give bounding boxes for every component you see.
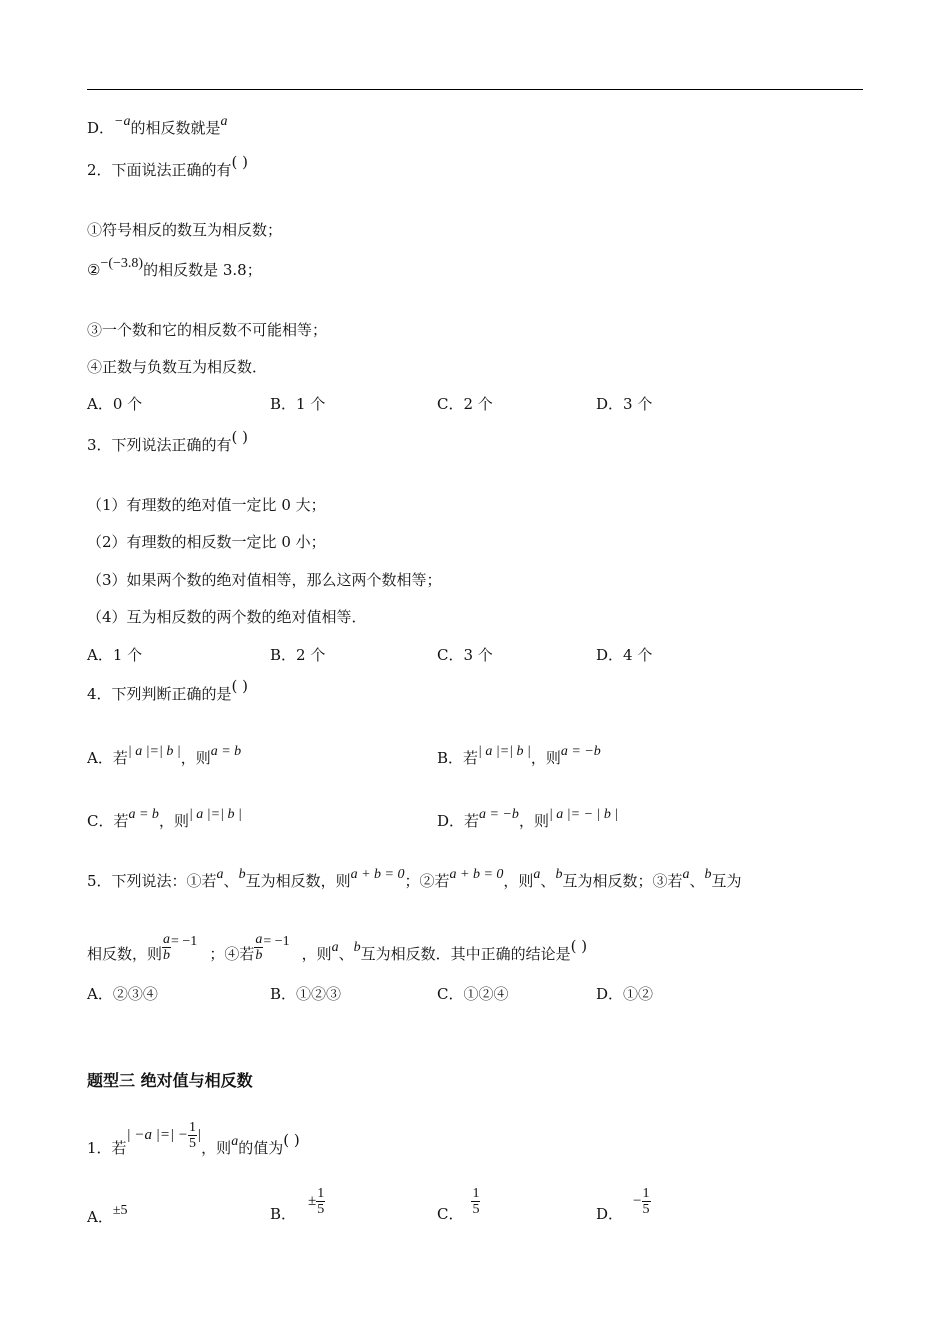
q2-option-c: C．2 个 [437, 395, 493, 413]
fraction-denominator: 5 [189, 1135, 197, 1151]
math-var: b [704, 867, 712, 882]
q5-line-2 [87, 931, 588, 974]
q4-option-b [437, 744, 601, 770]
fraction [316, 1186, 325, 1217]
fraction [188, 1120, 197, 1151]
option-text: ，则 [530, 749, 561, 767]
question-text: 5．下列说法：①若 [87, 872, 217, 890]
q5-option-c: C．①②④ [437, 985, 509, 1003]
option-label: A．若 [87, 749, 128, 767]
question-text: 相反数，则 [87, 945, 163, 963]
math-expr-left: | −a |=| − [126, 1127, 189, 1143]
fraction-denominator: 5 [642, 1201, 650, 1217]
math-expr [126, 1119, 202, 1151]
question-text: 2．下面说法正确的有 [87, 161, 232, 179]
q5-option-a: A．②③④ [87, 985, 158, 1003]
math-expr: = −1 [171, 934, 198, 949]
q3-statement-3: （3）如果两个数的绝对值相等，那么这两个数相等； [87, 571, 442, 589]
q5-line-1 [87, 867, 742, 893]
question-text: 互为相反数；③若 [562, 872, 683, 890]
sign: ± [308, 1193, 317, 1209]
s3-q1-option-a [87, 1203, 128, 1229]
math-expr: a = b [128, 807, 159, 822]
q2-option-a: A．0 个 [87, 395, 143, 413]
option-label: B．若 [437, 749, 479, 767]
s3-q1-stem [87, 1119, 300, 1168]
fraction-numerator: 1 [472, 1185, 480, 1201]
option-label: D． [596, 1205, 624, 1223]
question-text: ，则 [201, 1139, 232, 1157]
q2-statement-2 [87, 256, 262, 282]
math-expr-right: | [197, 1127, 202, 1143]
q5-option-b: B．①②③ [270, 985, 342, 1003]
math-expr: a = −b [479, 807, 519, 822]
fraction [471, 1186, 480, 1217]
q2-statement-3: ③一个数和它的相反数不可能相等； [87, 321, 328, 339]
separator: 、 [223, 872, 239, 890]
option-label: B． [270, 1205, 297, 1223]
math-expr: a + b = 0 [449, 867, 504, 882]
separator: 、 [338, 945, 354, 963]
option-label: D． [87, 119, 115, 137]
answer-blank: ( ) [283, 1131, 300, 1149]
q4-option-d [437, 807, 619, 833]
option-text: ，则 [158, 812, 189, 830]
q2-statement-4: ④正数与负数互为相反数． [87, 358, 268, 376]
math-expr: −a [114, 114, 131, 129]
q2-stem [87, 153, 249, 180]
fraction-numerator: a [163, 931, 171, 947]
s3-q1-option-c [437, 1180, 480, 1223]
answer-blank: ( ) [570, 937, 588, 955]
question-text: ；④若 [209, 945, 255, 963]
q2-option-b: B．1 个 [270, 395, 326, 413]
q5-option-d: D．①② [596, 985, 654, 1003]
math-var: a [220, 114, 228, 129]
section-heading: 题型三 绝对值与相反数 [87, 1071, 253, 1090]
option-text: ，则 [518, 812, 549, 830]
q3-option-a: A．1 个 [87, 646, 143, 664]
math-expr: a = b [210, 744, 242, 759]
fraction-denominator: b [255, 947, 263, 963]
fraction-numerator: a [255, 931, 263, 947]
math-expr: a = −b [560, 744, 601, 759]
fraction-denominator: b [163, 947, 171, 963]
math-var: b [555, 867, 563, 882]
option-value: ±5 [112, 1203, 128, 1218]
math-expr: a + b = 0 [350, 867, 405, 882]
q4-option-a [87, 744, 242, 770]
question-text: ；②若 [404, 872, 450, 890]
option-label: A． [87, 1208, 113, 1226]
q2-statement-1: ①符号相反的数互为相反数； [87, 221, 283, 239]
question-text: 的值为 [238, 1139, 284, 1157]
question-text: 4．下列判断正确的是 [87, 685, 232, 703]
math-var: b [353, 940, 361, 955]
question-text: 互为相反数．其中正确的结论是 [360, 945, 571, 963]
math-expr: | a |=| b | [188, 807, 242, 822]
q2-option-d: D．3 个 [596, 395, 653, 413]
math-var: a [216, 867, 224, 882]
question-text: 互为 [711, 872, 742, 890]
math-var: a [682, 867, 690, 882]
q1-option-d [87, 114, 228, 140]
separator: 、 [540, 872, 556, 890]
math-expr: −(−3.8) [100, 256, 144, 271]
q3-option-b: B．2 个 [270, 646, 326, 664]
option-label: D．若 [437, 812, 480, 830]
q3-statement-4: （4）互为相反数的两个数的绝对值相等． [87, 608, 367, 626]
q3-option-d: D．4 个 [596, 646, 653, 664]
question-text: 1．若 [87, 1139, 127, 1157]
math-expr: | a |=| b | [127, 744, 181, 759]
q3-option-c: C．3 个 [437, 646, 493, 664]
q3-statement-1: （1）有理数的绝对值一定比 0 大； [87, 496, 326, 514]
header-rule [87, 89, 863, 90]
fraction-denominator: 5 [317, 1201, 325, 1217]
answer-blank: ( ) [231, 677, 249, 695]
math-var: a [533, 867, 541, 882]
option-text: ，则 [180, 749, 211, 767]
q3-statement-2: （2）有理数的相反数一定比 0 小； [87, 533, 326, 551]
q4-option-c [87, 807, 242, 833]
statement-marker: ② [87, 261, 101, 279]
question-text: ，则 [301, 945, 332, 963]
q4-stem [87, 677, 249, 704]
answer-blank: ( ) [231, 428, 249, 446]
option-text: 的相反数就是 [130, 119, 221, 137]
fraction-numerator: 1 [317, 1185, 325, 1201]
option-label: C． [437, 1205, 464, 1223]
math-var: a [331, 940, 339, 955]
fraction-denominator: 5 [472, 1201, 480, 1217]
math-var: b [238, 867, 246, 882]
s3-q1-option-d [596, 1180, 651, 1221]
separator: 、 [689, 872, 705, 890]
question-text: 互为相反数，则 [245, 872, 351, 890]
question-text: 3．下列说法正确的有 [87, 436, 232, 454]
fraction [254, 932, 263, 963]
math-var: a [231, 1134, 239, 1149]
math-expr: | a |= − | b | [548, 807, 619, 822]
question-text: ，则 [503, 872, 534, 890]
q3-stem [87, 428, 249, 455]
fraction [162, 932, 171, 963]
fraction-numerator: 1 [642, 1185, 650, 1201]
answer-blank: ( ) [231, 153, 249, 171]
math-expr: = −1 [263, 934, 290, 949]
fraction-numerator: 1 [189, 1119, 197, 1135]
s3-q1-option-b [270, 1180, 325, 1221]
option-label: C．若 [87, 812, 129, 830]
math-expr: | a |=| b | [478, 744, 531, 759]
fraction [642, 1186, 651, 1217]
statement-text: 的相反数是 3.8； [143, 261, 262, 279]
sign: − [633, 1193, 642, 1209]
